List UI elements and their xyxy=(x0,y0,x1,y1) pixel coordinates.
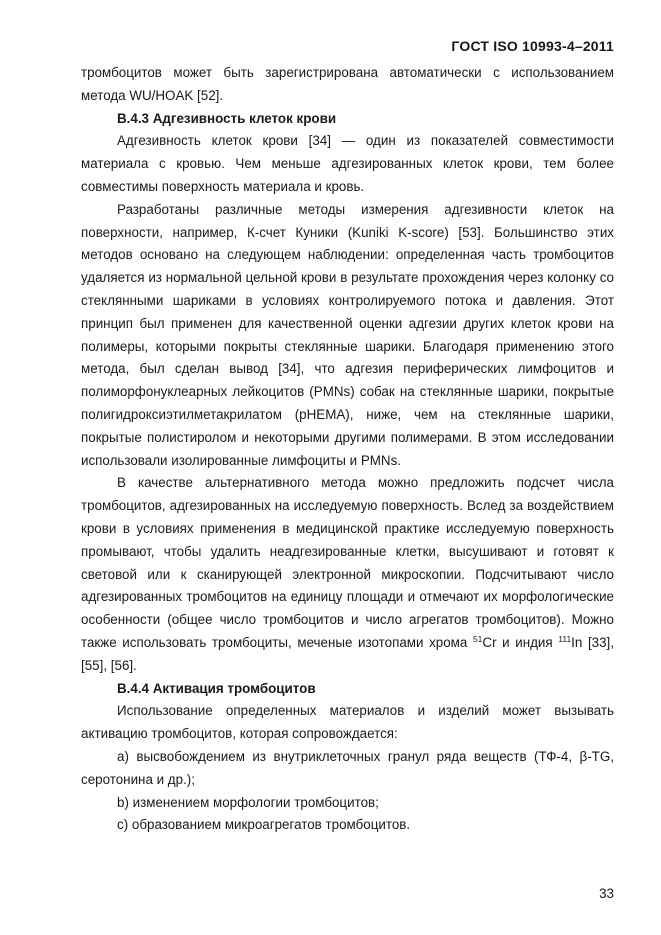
page-number: 33 xyxy=(599,886,614,901)
paragraph: Использование определенных материалов и изделий может вызывать активацию тромбоцитов, которая сопровождается: xyxy=(81,703,614,742)
paragraph: Адгезивность клеток крови [34] — один из показателей совместимости материала с кровью. Чем меньше адгезированных клеток крови, тем более совместимы поверхность материала и кровь. xyxy=(81,133,614,194)
list-item-c: c) образованием микроагрегатов тромбоцитов. xyxy=(117,817,411,833)
section-heading-b44: В.4.4 Активация тромбоцитов xyxy=(117,680,316,696)
section-heading-b43: В.4.3 Адгезивность клеток крови xyxy=(117,110,337,126)
standard-header: ГОСТ ISO 10993-4–2011 xyxy=(451,38,614,54)
paragraph-text: В качестве альтернативного метода можно предложить подсчет числа тромбоцитов, адгезированных на исследуемую поверхность. Вслед за воздействием крови в условиях применения в медицинской практике исследуемую поверхность промывают, чтобы удалить неадгезированные клетки, высушивают и готовят к световой или к сканирующей электронной микроскопии. Подсчитывают число адгезированных тромбоцитов на единицу площади и отмечают их морфологические особенности (общее число тромбоцитов и число агрегатов тромбоцитов). Можно также использовать тромбоциты, меченые изотопами хрома xyxy=(81,475,614,650)
list-item-b: b) изменением морфологии тромбоцитов; xyxy=(117,794,379,810)
superscript-indium-mass: 111 xyxy=(558,633,572,644)
paragraph-continuation: тромбоцитов может быть зарегистрирована автоматически с использованием метода WU/HOAK [52]. xyxy=(81,65,614,103)
document-body xyxy=(81,62,614,837)
superscript-chromium-mass: 51 xyxy=(472,633,483,644)
paragraph-isotopes xyxy=(81,472,614,677)
paragraph-text: In [33], [55], [56]. xyxy=(81,634,614,673)
paragraph-text: Cr и индия xyxy=(482,634,559,650)
list-item-a: а) высвобождением из внутриклеточных гранул ряда веществ (ТФ-4, β-TG, серотонина и др.); xyxy=(81,748,614,787)
paragraph: Разработаны различные методы измерения адгезивности клеток на поверхности, например, К-счет Куники (Kuniki K-score) [53]. Большинство этих методов основано на следующем наблюдении: определенная часть тромбоцитов удаляется из нормальной цельной крови в результате прохождения через колонку со стеклянными шариками в условиях контролируемого потока и давления. Этот принцип был применен для качественной оценки адгезии других клеток крови на полимеры, которыми покрыты стеклянные шарики. Благодаря применению этого метода, был сделан вывод [34], что адгезия периферических лимфоцитов и полиморфонуклеарных лейкоцитов (PMNs) собак на стеклянные шарики, покрытые полигидроксиэтилметакрилатом (pHEMA), ниже, чем на стеклянные шарики, покрытые полистиролом и некоторыми другими полимерами. В этом исследовании использовали изолированные лимфоциты и PMNs. xyxy=(81,201,614,468)
